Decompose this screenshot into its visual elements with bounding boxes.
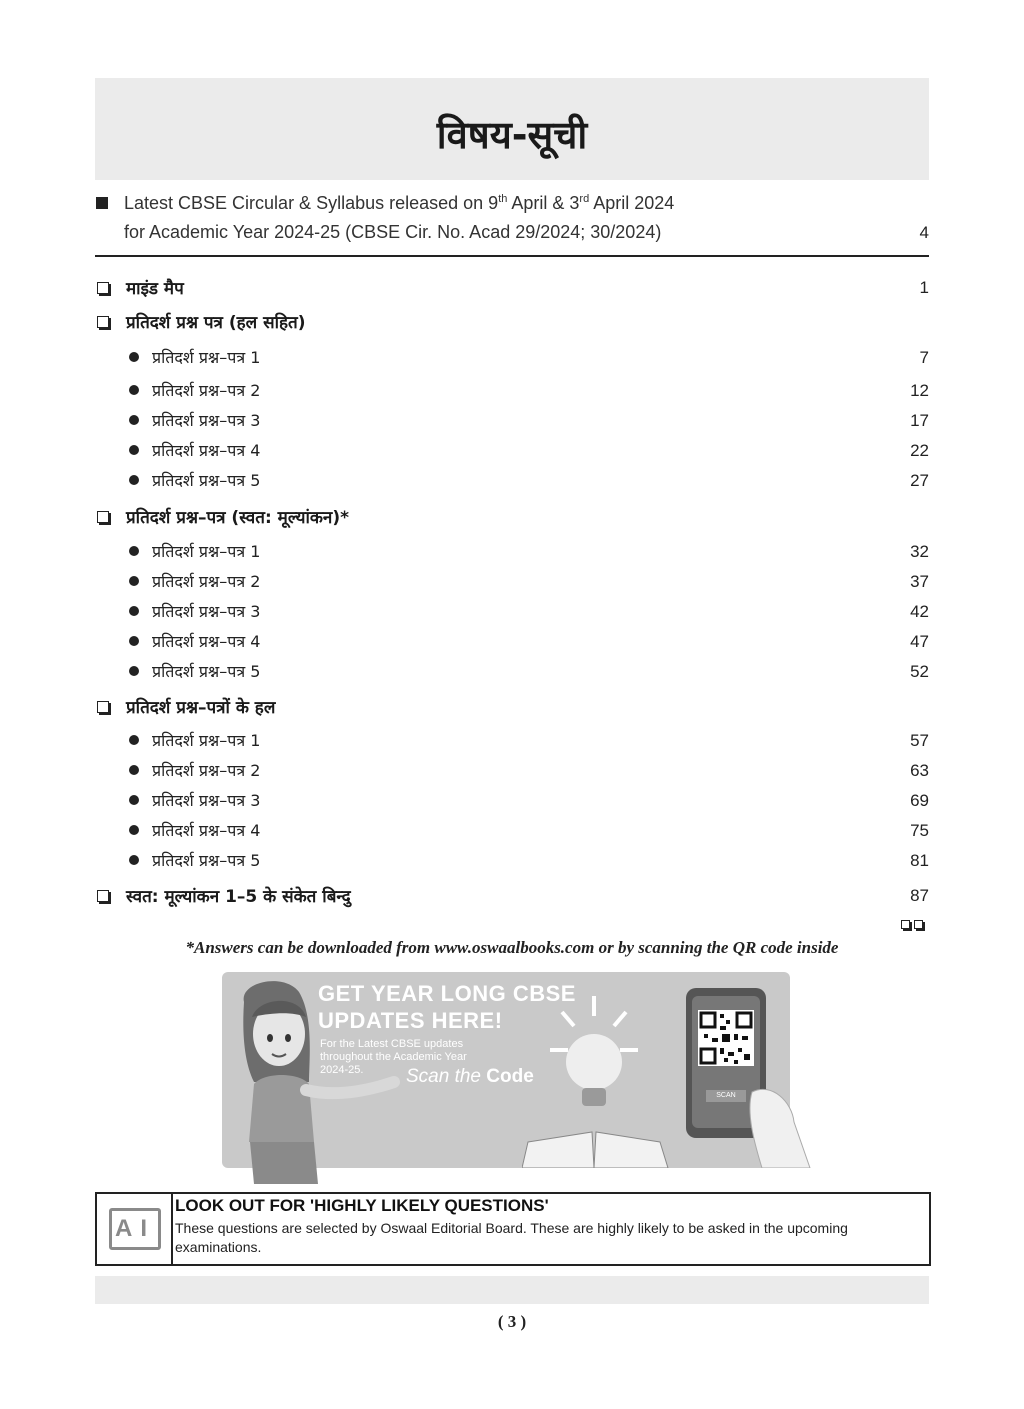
toc-hints-page: 87 — [910, 886, 929, 905]
toc-hints-label: स्वत: मूल्यांकन 1–5 के संकेत बिन्दु — [126, 887, 351, 907]
callout-text: These questions are selected by Oswaal Editorial Board. These are highly likely to be asked in the upcoming examinations. — [175, 1220, 848, 1255]
bullet-icon — [129, 546, 139, 556]
square-bullet-icon — [96, 197, 108, 209]
bullet-icon — [129, 576, 139, 586]
divider — [95, 255, 929, 257]
toc-item-page: 75 — [910, 821, 929, 840]
toc-item-page: 32 — [910, 542, 929, 561]
toc-item: प्रतिदर्श प्रश्न–पत्र 5 — [152, 662, 261, 681]
circular-sup-rd: rd — [579, 193, 590, 205]
toc-item-page: 63 — [910, 761, 929, 780]
toc-item: प्रतिदर्श प्रश्न–पत्र 2 — [152, 381, 261, 400]
banner-sub-1: For the Latest CBSE updates — [320, 1038, 464, 1050]
toc-item: प्रतिदर्श प्रश्न–पत्र 4 — [152, 632, 261, 651]
toc-item-page: 47 — [910, 632, 929, 651]
bullet-icon — [129, 636, 139, 646]
toc-item-page: 57 — [910, 731, 929, 750]
bullet-icon — [129, 825, 139, 835]
toc-item: प्रतिदर्श प्रश्न–पत्र 4 — [152, 821, 261, 840]
toc-item: प्रतिदर्श प्रश्न–पत्र 1 — [152, 542, 261, 561]
toc-item: प्रतिदर्श प्रश्न–पत्र 2 — [152, 572, 261, 591]
toc-item-page: 69 — [910, 791, 929, 810]
toc-item: प्रतिदर्श प्रश्न–पत्र 1 — [152, 731, 261, 750]
toc-item-page: 7 — [919, 348, 929, 367]
circular-page: 4 — [919, 223, 929, 242]
circular-text-c: April 2024 — [589, 193, 675, 213]
checkbox-icon — [97, 511, 109, 523]
checkbox-icon — [97, 890, 109, 902]
toc-item: प्रतिदर्श प्रश्न–पत्र 4 — [152, 441, 261, 460]
bullet-icon — [129, 415, 139, 425]
updates-banner[interactable] — [222, 972, 790, 1168]
page-title: विषय-सूची — [436, 113, 588, 157]
scan-text-b: Code — [486, 1066, 534, 1087]
toc-section-3-label: प्रतिदर्श प्रश्न–पत्रों के हल — [126, 698, 276, 718]
banner-heading-1: GET YEAR LONG CBSE — [318, 981, 576, 1006]
banner-scan-text — [406, 1066, 534, 1088]
toc-item-page: 37 — [910, 572, 929, 591]
toc-item-page: 12 — [910, 381, 929, 400]
footer-band — [95, 1276, 929, 1304]
scan-button[interactable]: SCAN — [706, 1090, 746, 1102]
ai-logo-icon: AI — [109, 1208, 161, 1250]
toc-section-1-label: प्रतिदर्श प्रश्न पत्र (हल सहित) — [126, 313, 306, 333]
bullet-icon — [129, 445, 139, 455]
bullet-icon — [129, 352, 139, 362]
circular-text-b: April & 3 — [507, 193, 580, 213]
bullet-icon — [129, 385, 139, 395]
toc-item: प्रतिदर्श प्रश्न–पत्र 1 — [152, 348, 261, 367]
toc-mindmap-label: माइंड मैप — [126, 279, 184, 299]
toc-item-page: 52 — [910, 662, 929, 681]
title-band — [95, 78, 929, 180]
page-number: ( 3 ) — [497, 1312, 527, 1331]
toc-item: प्रतिदर्श प्रश्न–पत्र 3 — [152, 411, 261, 430]
toc-section-2-label: प्रतिदर्श प्रश्न–पत्र (स्वत: मूल्यांकन)* — [126, 508, 350, 528]
banner-sub-2: throughout the Academic Year — [320, 1051, 467, 1063]
scan-text-a: Scan the — [406, 1066, 487, 1087]
toc-item: प्रतिदर्श प्रश्न–पत्र 5 — [152, 851, 261, 870]
checkbox-icon — [97, 282, 109, 294]
circular-line-2: for Academic Year 2024-25 (CBSE Cir. No. Acad 29/2024; 30/2024) — [124, 222, 662, 242]
toc-item: प्रतिदर्श प्रश्न–पत्र 2 — [152, 761, 261, 780]
end-mark-icon — [901, 920, 910, 929]
toc-item-page: 81 — [910, 851, 929, 870]
bullet-icon — [129, 765, 139, 775]
qr-code-icon[interactable] — [698, 1010, 754, 1066]
bullet-icon — [129, 666, 139, 676]
toc-item-page: 27 — [910, 471, 929, 490]
bullet-icon — [129, 735, 139, 745]
hand-icon — [742, 1082, 812, 1168]
answers-note: *Answers can be downloaded from www.oswaalbooks.com or by scanning the QR code inside — [185, 938, 839, 957]
circular-sup-th: th — [498, 193, 508, 205]
toc-item: प्रतिदर्श प्रश्न–पत्र 3 — [152, 791, 261, 810]
bullet-icon — [129, 855, 139, 865]
circular-line-1 — [124, 193, 674, 214]
toc-item-page: 17 — [910, 411, 929, 430]
bullet-icon — [129, 795, 139, 805]
callout-heading: LOOK OUT FOR 'HIGHLY LIKELY QUESTIONS' — [175, 1196, 549, 1215]
circular-text-a: Latest CBSE Circular & Syllabus released on 9 — [124, 193, 499, 213]
bullet-icon — [129, 475, 139, 485]
checkbox-icon — [97, 701, 109, 713]
toc-item-page: 42 — [910, 602, 929, 621]
ai-logo-cell — [97, 1194, 173, 1264]
bullet-icon — [129, 606, 139, 616]
toc-item: प्रतिदर्श प्रश्न–पत्र 5 — [152, 471, 261, 490]
highly-likely-questions-box — [95, 1192, 931, 1266]
checkbox-icon — [97, 316, 109, 328]
toc-mindmap-page: 1 — [919, 278, 929, 297]
banner-heading-2: UPDATES HERE! — [318, 1008, 503, 1033]
end-mark-icon — [914, 920, 923, 929]
lightbulb-icon — [522, 992, 692, 1168]
toc-item-page: 22 — [910, 441, 929, 460]
toc-item: प्रतिदर्श प्रश्न–पत्र 3 — [152, 602, 261, 621]
banner-sub-3: 2024-25. — [320, 1064, 364, 1076]
